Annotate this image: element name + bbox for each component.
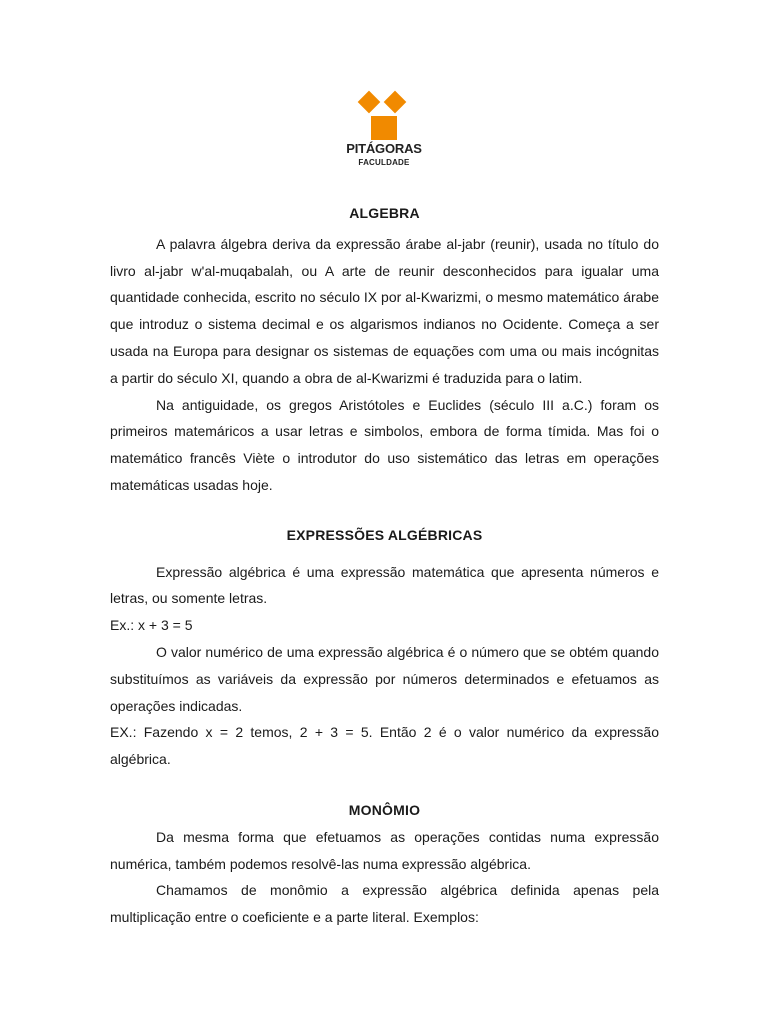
paragraph: Expressão algébrica é uma expressão matemática que apresenta números e letras, ou somente letras. xyxy=(110,563,659,607)
paragraph: O valor numérico de uma expressão algébrica é o número que se obtém quando substituímos as variáveis da expressão por números determinados e efetuamos as operações indicadas. xyxy=(110,643,659,714)
paragraph: Chamamos de monômio a expressão algébrica definida apenas pela multiplicação entre o coeficiente e a parte literal. Exemplos: xyxy=(110,882,659,926)
logo-square-icon xyxy=(371,116,397,140)
logo-diamond-right-icon xyxy=(384,91,407,114)
section-title-monomio: MONÔMIO xyxy=(348,801,421,818)
example-line: Ex.: x + 3 = 5 xyxy=(110,617,193,634)
paragraph: Da mesma forma que efetuamos as operações contidas numa expressão numérica, também podemos resolvê-las numa expressão algébrica. xyxy=(110,828,659,872)
paragraph: A palavra álgebra deriva da expressão árabe al-jabr (reunir), usada no título do livro al-jabr w'al-muqabalah, ou A arte de reunir desconhecidos para igualar uma quantidade conhecida, escrito no século IX por al-Kwarizmi, o mesmo matemático árabe que introduz o sistema decimal e os algarismos indianos no Ocidente. Começa a ser usada na Europa para designar os sistemas de equações com uma ou mais incógnitas a partir do século XI, quando a obra de al-Kwarizmi é traduzida para o latim. xyxy=(110,235,659,386)
section-title-expressoes: EXPRESSÕES ALGÉBRICAS xyxy=(286,526,483,543)
logo-diamond-left-icon xyxy=(358,91,381,114)
paragraph: Na antiguidade, os gregos Aristótoles e Euclides (século III a.C.) foram os primeiros matemáricos a usar letras e simbolos, embora de forma tímida. Mas foi o matemático francês Viète o introdutor do uso sistemático das letras em operações matemáticas usadas hoje. xyxy=(110,396,659,493)
document-body xyxy=(110,200,659,931)
section-title-algebra: ALGEBRA xyxy=(349,205,420,221)
logo-brand-text: PITÁGORAS xyxy=(346,141,422,156)
example-line: EX.: Fazendo x = 2 temos, 2 + 3 = 5. Então 2 é o valor numérico da expressão algébrica. xyxy=(110,724,659,768)
pitagoras-logo xyxy=(344,88,424,172)
logo-subtitle-text: FACULDADE xyxy=(358,158,410,167)
